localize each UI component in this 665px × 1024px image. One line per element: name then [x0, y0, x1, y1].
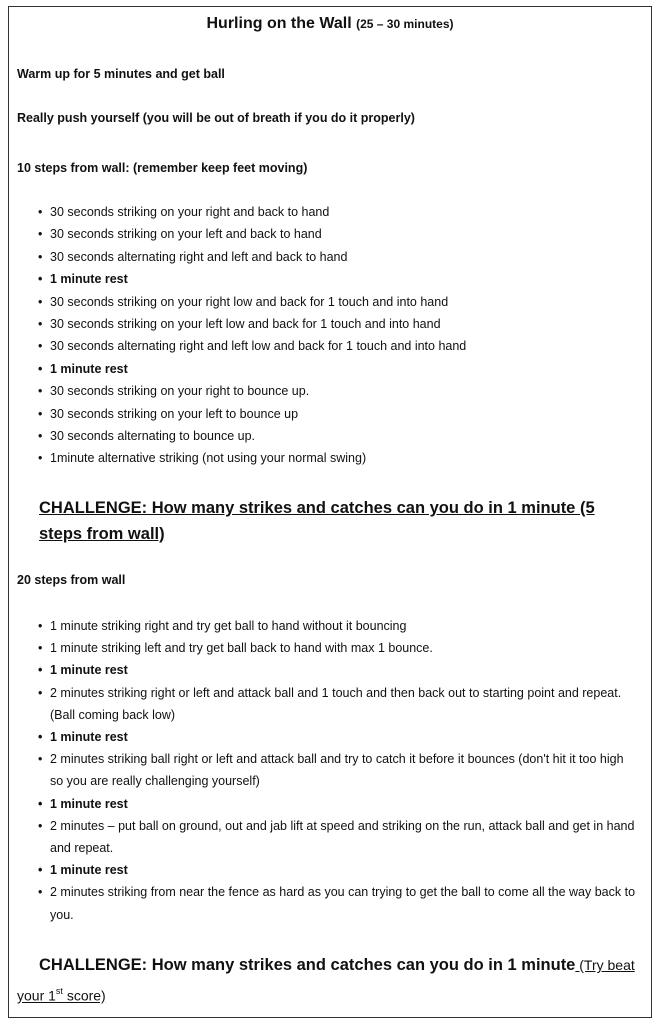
list-item: • 1 minute rest	[9, 793, 637, 815]
title-duration: (25 – 30 minutes)	[356, 17, 454, 31]
list-item: • 2 minutes striking from near the fence as hard as you can trying to get the ball to come all the way back to you.	[9, 881, 637, 925]
list-item: • 2 minutes striking right or left and attack ball and 1 touch and then back out to starting point and repeat. (Ball coming back low)	[9, 682, 637, 726]
ten-steps-heading: 10 steps from wall: (remember keep feet moving)	[17, 161, 308, 175]
push-text: Really push yourself (you will be out of breath if you do it properly)	[17, 111, 415, 125]
list-item: • 30 seconds striking on your right low and back for 1 touch and into hand	[9, 291, 637, 313]
list-item: • 1 minute striking left and try get ball back to hand with max 1 bounce.	[9, 637, 637, 659]
list-item: • 30 seconds alternating right and left low and back for 1 touch and into hand	[9, 335, 637, 357]
list-item: • 30 seconds alternating right and left and back to hand	[9, 246, 637, 268]
list-item: • 30 seconds striking on your left to bounce up	[9, 403, 637, 425]
document-page	[8, 6, 652, 1018]
list-item: • 1 minute rest	[9, 659, 637, 681]
challenge-1: CHALLENGE: How many strikes and catches can you do in 1 minute (5 steps from wall)	[39, 499, 595, 543]
list-item: • 1 minute rest	[9, 268, 637, 290]
twenty-steps-heading: 20 steps from wall	[17, 573, 126, 587]
challenge-2-tail-b: score)	[62, 987, 106, 1004]
list-item: • 1 minute striking right and try get ball to hand without it bouncing	[9, 615, 637, 637]
list-item: • 30 seconds alternating to bounce up.	[9, 425, 637, 447]
list-item: • 2 minutes striking ball right or left and attack ball and try to catch it before it bounces (don't hit it too high so you are really challenging yourself)	[9, 748, 637, 792]
document-title	[9, 15, 651, 33]
list-item: • 1minute alternative striking (not using your normal swing)	[9, 447, 637, 469]
challenge-2-tail-a: (Try beat your 1	[17, 957, 635, 1004]
list-item: • 30 seconds striking on your left and back to hand	[9, 223, 637, 245]
warmup-text: Warm up for 5 minutes and get ball	[17, 67, 225, 81]
list-item: • 1 minute rest	[9, 859, 637, 881]
list-item: • 30 seconds striking on your left low and back for 1 touch and into hand	[9, 313, 637, 335]
list-item: • 1 minute rest	[9, 726, 637, 748]
list-item: • 30 seconds striking on your right and back to hand	[9, 201, 637, 223]
list-item: • 30 seconds striking on your right to bounce up.	[9, 380, 637, 402]
drill-list-1	[9, 201, 637, 470]
title-main: Hurling on the Wall	[206, 15, 352, 32]
list-item: • 2 minutes – put ball on ground, out and jab lift at speed and striking on the run, attack ball and get in hand and repeat.	[9, 815, 637, 859]
drill-list-2	[9, 615, 637, 926]
challenge-2-sup: st	[55, 986, 63, 996]
challenge-2-bold: CHALLENGE: How many strikes and catches can you do in 1 minute	[39, 956, 576, 974]
list-item: • 1 minute rest	[9, 358, 637, 380]
challenge-2	[17, 952, 647, 1009]
